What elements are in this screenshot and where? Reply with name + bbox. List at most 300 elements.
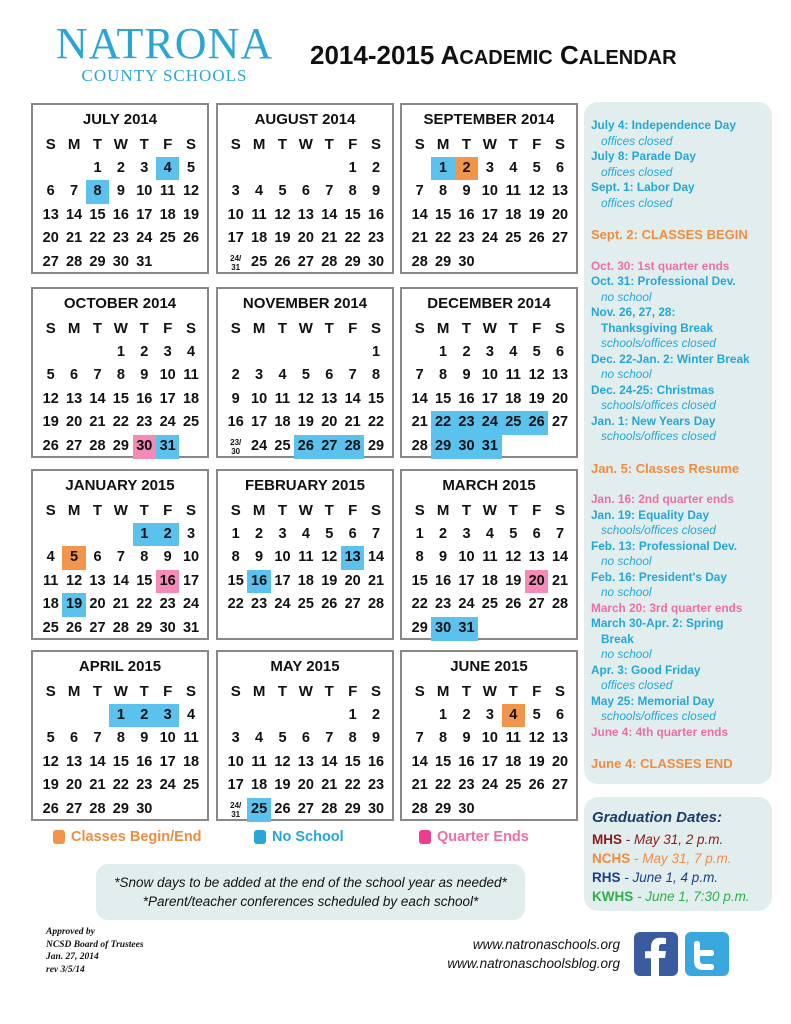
day-cell: 22 (435, 777, 452, 794)
day-cell: 13 (551, 367, 569, 384)
day-cell: 27 (528, 596, 545, 613)
notes-box (96, 864, 525, 920)
day-cell: 3 (485, 343, 494, 360)
day-cell: 18 (505, 753, 522, 770)
school-name: NCHS (592, 851, 631, 866)
event-item (591, 461, 772, 477)
empty-day (318, 704, 341, 728)
twitter-icon[interactable] (685, 932, 729, 976)
day-cell: 25 (505, 230, 522, 247)
day-cell: 15 (367, 390, 385, 407)
day-cell: 19 (528, 753, 545, 770)
day-cell: 28 (321, 253, 338, 270)
day-cell: 27 (551, 230, 569, 247)
day-cell: 8 (116, 367, 125, 384)
weekday-header: S (230, 502, 241, 519)
day-cell: 4 (46, 549, 55, 566)
day-cell: 27 (318, 435, 341, 459)
day-cell: 16 (227, 414, 244, 431)
day-cell: 18 (505, 206, 522, 223)
day-cell: 16 (136, 390, 153, 407)
day-cell: 22 (227, 596, 244, 613)
day-cell: 23 (159, 596, 176, 613)
day-cell: 16 (367, 206, 385, 223)
day-cell: 7 (70, 183, 79, 200)
event-title: July 8: Parade Day (591, 149, 696, 163)
events-sidebar (584, 102, 772, 784)
day-cell: 2 (462, 706, 471, 723)
day-cell: 26 (528, 777, 545, 794)
day-cell: 12 (274, 753, 291, 770)
day-cell: 18 (251, 777, 268, 794)
day-cell: 9 (163, 549, 172, 566)
weekday-header: W (298, 320, 313, 337)
weekday-header: S (45, 136, 56, 153)
approval-line: rev 3/5/14 (46, 964, 85, 975)
weekday-header: F (163, 136, 173, 153)
day-cell: 5 (532, 706, 541, 723)
month-grid (39, 133, 203, 275)
day-cell: 16 (435, 572, 452, 589)
event-item (591, 570, 772, 601)
day-cell: 29 (435, 800, 452, 817)
day-cell: 28 (411, 800, 428, 817)
day-cell: 30 (367, 800, 385, 817)
day-cell: 25 (274, 437, 291, 454)
event-item (591, 632, 772, 663)
event-title: Feb. 16: President's Day (591, 569, 727, 584)
event-item (591, 492, 772, 508)
day-cell: 7 (556, 525, 565, 542)
day-cell: 18 (159, 206, 176, 223)
day-cell: 2 (156, 523, 179, 547)
empty-day (109, 523, 132, 547)
event-item (591, 305, 772, 321)
day-cell: 29 (112, 437, 129, 454)
day-cell: 29 (112, 800, 129, 817)
event-item (591, 616, 772, 632)
day-cell: 5 (509, 525, 518, 542)
event-title: Apr. 3: Good Friday (591, 662, 701, 677)
day-cell: 11 (183, 730, 199, 747)
day-cell: 26 (294, 435, 317, 459)
day-cell: 23 (455, 411, 478, 435)
day-cell: 19 (505, 572, 522, 589)
day-cell: 10 (159, 367, 176, 384)
day-cell: 22 (89, 230, 106, 247)
day-cell: 14 (66, 206, 83, 223)
day-cell: 14 (112, 572, 129, 589)
day-cell: 24 (182, 596, 200, 613)
day-cell: 17 (227, 230, 244, 247)
weekday-header: T (508, 502, 518, 519)
day-cell: 7 (415, 367, 424, 384)
website-links (420, 935, 620, 973)
day-cell: 23 (136, 414, 153, 431)
weekday-header: T (324, 320, 334, 337)
weekday-header: M (252, 502, 266, 519)
day-cell: 23 (458, 230, 475, 247)
day-cell: 3 (485, 706, 494, 723)
day-cell: 29 (431, 435, 454, 459)
day-cell: 6 (556, 159, 565, 176)
empty-day (271, 157, 294, 181)
day-cell: 1 (93, 159, 102, 176)
day-cell: 21 (411, 230, 428, 247)
weekday-header: T (508, 320, 518, 337)
day-cell: 26 (525, 411, 548, 435)
day-cell: 16 (156, 570, 179, 594)
weekday-header: T (92, 320, 103, 337)
weekday-header: M (252, 683, 266, 700)
legend-label: Classes Begin/End (71, 829, 202, 845)
weekday-header: T (92, 502, 103, 519)
day-cell: 25 (182, 414, 200, 431)
day-cell: 25 (182, 777, 200, 794)
day-cell: 15 (136, 572, 153, 589)
day-cell: 14 (551, 549, 569, 566)
day-cell: 5 (532, 159, 541, 176)
empty-day (318, 341, 341, 365)
day-cell: 20 (66, 777, 83, 794)
event-title: Feb. 13: Professional Dev. (591, 538, 737, 553)
day-cell: 6 (70, 367, 79, 384)
day-cell: 24 (478, 411, 501, 435)
day-cell: 10 (227, 753, 244, 770)
day-cell: 13 (42, 206, 59, 223)
district-logo (42, 19, 287, 85)
day-cell: 17 (251, 414, 268, 431)
day-cell: 12 (321, 549, 338, 566)
day-cell: 8 (348, 730, 357, 747)
weekday-header: W (113, 683, 128, 700)
day-cell: 26 (66, 619, 83, 636)
day-cell: 30 (458, 800, 475, 817)
month-name: SEPTEMBER 2014 (423, 111, 555, 128)
day-cell: 30 (458, 253, 475, 270)
day-cell: 9 (140, 730, 149, 747)
day-cell: 26 (528, 230, 545, 247)
day-cell: 7 (415, 730, 424, 747)
month-grid (224, 317, 388, 459)
event-item (591, 274, 772, 305)
day-cell: 30 (112, 253, 129, 270)
day-cell: 17 (458, 572, 475, 589)
weekday-header: S (555, 136, 566, 153)
day-cell: 26 (321, 596, 338, 613)
weekday-header: M (436, 320, 450, 337)
event-title: Thanksgiving Break (601, 320, 714, 335)
weekday-header: S (371, 683, 382, 700)
day-cell: 9 (462, 367, 471, 384)
day-cell: 29 (367, 437, 385, 454)
graduation-row: KWHS - June 1, 7:30 p.m. (592, 889, 750, 904)
day-cell: 20 (297, 777, 314, 794)
day-cell: 28 (321, 800, 338, 817)
day-cell: 15 (112, 390, 129, 407)
month-name: AUGUST 2014 (254, 111, 356, 128)
weekday-header: S (45, 320, 56, 337)
day-cell: 10 (481, 183, 498, 200)
empty-day (62, 341, 85, 365)
event-note: schools/offices closed (601, 336, 716, 350)
day-cell: 10 (251, 390, 268, 407)
day-cell: 7 (372, 525, 381, 542)
day-cell: 2 (372, 706, 381, 723)
graduation-title: Graduation Dates: (592, 809, 723, 826)
weekday-header: M (436, 136, 450, 153)
day-cell: 21 (411, 414, 428, 431)
event-title: March 20: 3rd quarter ends (591, 600, 743, 615)
weekday-header: S (230, 136, 241, 153)
day-cell: 6 (93, 549, 102, 566)
weekday-header: S (186, 136, 197, 153)
day-cell: 27 (66, 437, 83, 454)
day-cell: 24 (159, 414, 176, 431)
weekday-header: T (277, 502, 288, 519)
day-cell: 13 (89, 572, 106, 589)
day-cell: 12 (528, 367, 545, 384)
weekday-header: F (163, 502, 173, 519)
event-item (591, 414, 772, 445)
day-cell: 17 (481, 753, 498, 770)
day-cell: 15 (344, 753, 361, 770)
day-cell: 30 (367, 253, 385, 270)
day-cell: 29 (344, 253, 361, 270)
weekday-header: M (67, 320, 81, 337)
event-title: Jan. 1: New Years Day (591, 413, 716, 428)
weekday-header: S (371, 136, 382, 153)
weekday-header: S (414, 320, 425, 337)
day-cell: 16 (136, 753, 153, 770)
empty-day (341, 341, 364, 365)
day-cell: 6 (556, 706, 565, 723)
day-cell: 23 (251, 596, 268, 613)
day-cell: 19 (42, 777, 59, 794)
day-cell: 22 (431, 411, 454, 435)
day-cell: 7 (325, 183, 334, 200)
month-name: DECEMBER 2014 (427, 295, 551, 312)
weekday-header: S (230, 683, 241, 700)
empty-day (318, 157, 341, 181)
day-cell: 19 (274, 230, 291, 247)
day-cell: 14 (411, 390, 428, 407)
day-cell: 22 (367, 414, 385, 431)
day-cell: 13 (551, 730, 569, 747)
day-cell: 9 (372, 730, 381, 747)
weekday-header: W (298, 502, 313, 519)
day-cell: 2 (231, 367, 240, 384)
title-year: 2014-2015 (310, 40, 435, 70)
day-cell: 6 (556, 343, 565, 360)
weekday-header: M (436, 683, 450, 700)
event-note: schools/offices closed (601, 398, 716, 412)
day-cell: 14 (321, 753, 338, 770)
day-cell: 17 (274, 572, 291, 589)
weekday-header: F (348, 320, 358, 337)
day-cell: 17 (136, 206, 153, 223)
event-item (591, 725, 772, 741)
day-cell: 15 (344, 206, 361, 223)
event-note: no school (601, 289, 652, 304)
event-item (591, 227, 772, 243)
legend-classes (53, 829, 202, 845)
event-note: offices closed (601, 133, 673, 148)
day-cell: 26 (42, 800, 59, 817)
day-cell: 19 (42, 414, 59, 431)
weekday-header: T (139, 683, 149, 700)
day-cell: 31 (455, 617, 478, 641)
event-title: Jan. 5: Classes Resume (591, 460, 740, 476)
day-cell: 28 (89, 800, 106, 817)
day-cell: 11 (482, 549, 498, 566)
month-grid (39, 680, 203, 822)
day-cell: 9 (255, 549, 264, 566)
day-cell: 11 (274, 390, 291, 407)
website-link[interactable]: www.natronaschools.org (472, 937, 620, 952)
day-cell: 1 (372, 343, 381, 360)
day-cell: 8 (140, 549, 149, 566)
day-cell: 10 (274, 549, 291, 566)
weekday-header: T (277, 136, 288, 153)
day-cell: 8 (439, 183, 448, 200)
event-item (591, 539, 772, 570)
weekday-header: T (324, 136, 334, 153)
event-item (591, 180, 772, 211)
day-cell: 20 (344, 572, 361, 589)
day-cell: 12 (42, 390, 59, 407)
spacer (591, 211, 772, 227)
day-cell: 24 (458, 596, 475, 613)
weekday-header: F (163, 683, 173, 700)
empty-day (271, 704, 294, 728)
day-cell: 13 (551, 183, 569, 200)
weekday-header: M (67, 136, 81, 153)
event-item (591, 336, 772, 352)
day-cell: 25 (247, 798, 270, 822)
empty-day (294, 341, 317, 365)
day-cell: 17 (481, 206, 498, 223)
logo-main-text: NATRONA (55, 19, 274, 68)
day-cell: 3 (187, 525, 196, 542)
graduation-row: MHS - May 31, 2 p.m. (592, 832, 724, 847)
weekday-header: F (348, 502, 358, 519)
day-cell: 5 (278, 730, 287, 747)
day-cell: 21 (344, 414, 361, 431)
weekday-header: S (186, 320, 197, 337)
weekday-header: S (45, 683, 56, 700)
approval-line: Approved by (46, 927, 95, 937)
day-cell: 6 (46, 183, 55, 200)
empty-day (86, 523, 109, 547)
day-cell: 12 (66, 572, 83, 589)
day-cell: 1 (439, 343, 448, 360)
event-title: March 30-Apr. 2: Spring (591, 616, 724, 630)
day-cell: 11 (505, 730, 521, 747)
day-cell: 9 (462, 730, 471, 747)
weekday-header: F (348, 683, 358, 700)
day-cell: 28 (367, 596, 385, 613)
weekday-header: M (67, 683, 81, 700)
approval-note (46, 926, 144, 976)
day-cell: 3 (156, 704, 179, 728)
day-cell: 30 (159, 619, 176, 636)
day-cell: 13 (66, 390, 83, 407)
spacer (591, 740, 772, 756)
weekday-header: T (277, 683, 288, 700)
empty-day (247, 341, 270, 365)
day-cell: 26 (505, 596, 522, 613)
day-cell: 16 (112, 206, 129, 223)
day-cell: 22 (112, 777, 129, 794)
day-cell: 5 (46, 367, 55, 384)
day-cell: 31 (182, 619, 200, 636)
day-cell: 27 (297, 800, 314, 817)
empty-day (39, 341, 62, 365)
day-cell: 28 (66, 253, 83, 270)
month-name: OCTOBER 2014 (63, 295, 177, 312)
day-cell: 21 (66, 230, 83, 247)
day-cell: 5 (278, 183, 287, 200)
day-cell: 22 (411, 596, 428, 613)
day-cell: 26 (274, 800, 291, 817)
day-cell: 11 (159, 183, 176, 200)
day-cell: 8 (86, 180, 109, 204)
empty-day (294, 157, 317, 181)
day-cell: 9 (116, 183, 125, 200)
empty-day (39, 704, 62, 728)
month-name: MAY 2015 (270, 658, 340, 675)
day-cell: 1 (431, 157, 454, 181)
month-grid (408, 680, 572, 822)
day-cell: 8 (116, 730, 125, 747)
weekday-header: M (252, 136, 266, 153)
event-title: Dec. 24-25: Christmas (591, 382, 715, 397)
day-cell: 20 (551, 390, 569, 407)
event-title: May 25: Memorial Day (591, 693, 715, 708)
month-name: APRIL 2015 (78, 658, 162, 675)
spacer (591, 243, 772, 259)
day-cell: 21 (551, 572, 569, 589)
empty-day (62, 704, 85, 728)
day-cell: 28 (551, 596, 569, 613)
weekday-header: W (298, 683, 313, 700)
weekday-header: F (532, 683, 542, 700)
weekday-header: T (461, 136, 472, 153)
weekday-header: S (414, 683, 425, 700)
month-grid (39, 499, 203, 641)
day-cell: 30 (133, 435, 156, 459)
day-cell: 23 (112, 230, 129, 247)
day-cell: 30 (431, 617, 454, 641)
day-cell: 21 (89, 414, 106, 431)
day-cell: 10 (227, 206, 244, 223)
day-cell: 16 (458, 206, 475, 223)
day-cell: 5 (46, 730, 55, 747)
event-title: Jan. 19: Equality Day (591, 507, 710, 522)
day-cell: 8 (372, 367, 381, 384)
day-cell: 24 (481, 777, 498, 794)
day-cell: 14 (411, 753, 428, 770)
day-cell: 5 (62, 546, 85, 570)
day-cell: 14 (367, 549, 385, 566)
event-title: Break (601, 631, 634, 646)
day-cell: 29 (344, 800, 361, 817)
blog-link[interactable]: www.natronaschoolsblog.org (447, 956, 620, 971)
facebook-icon[interactable] (634, 932, 678, 976)
day-cell: 18 (481, 572, 498, 589)
day-cell: 25 (251, 253, 268, 270)
